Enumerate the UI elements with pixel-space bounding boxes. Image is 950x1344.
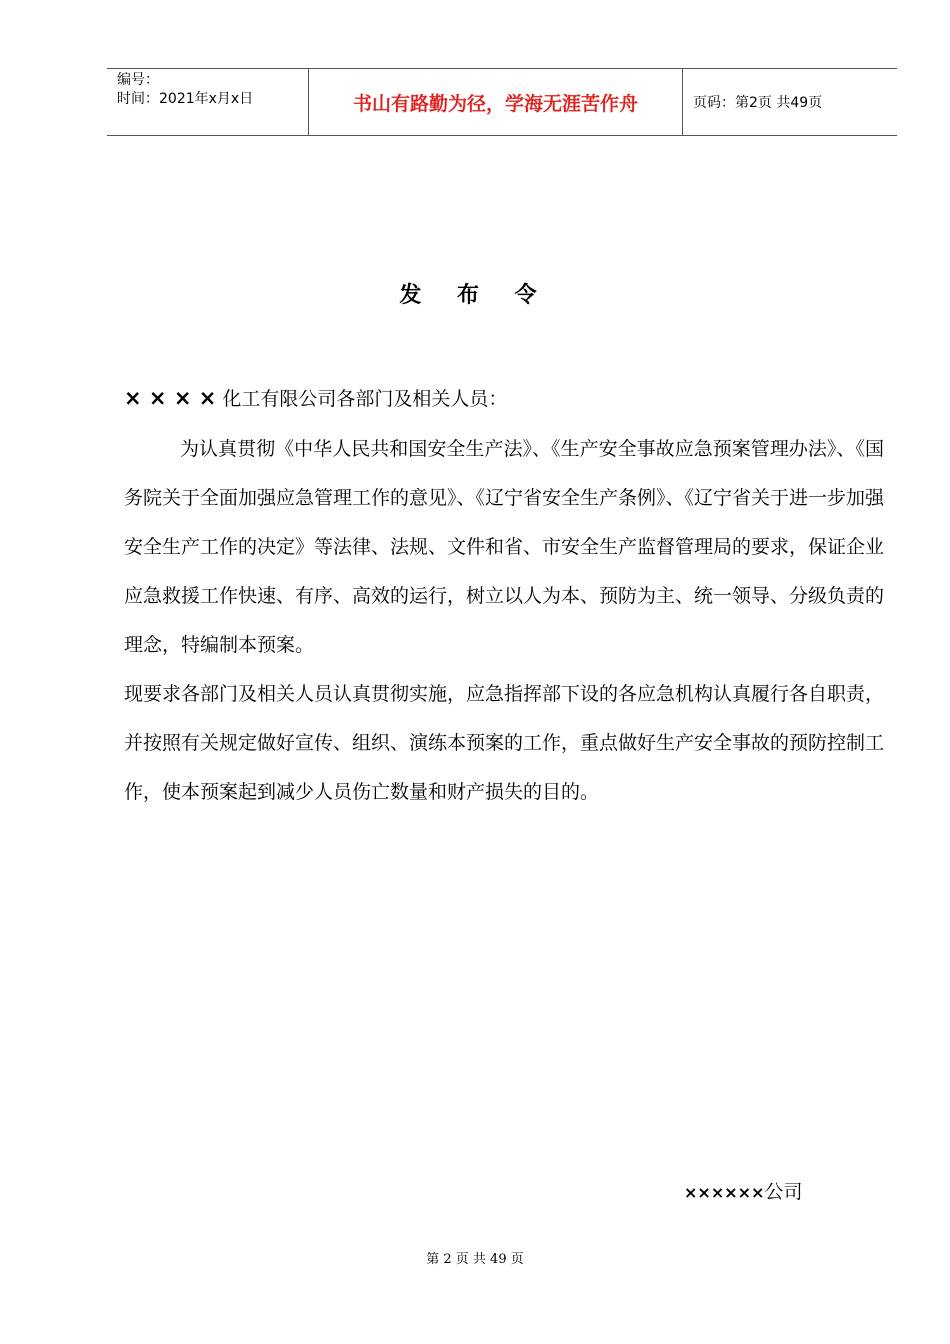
paragraph-2: 现要求各部门及相关人员认真贯彻实施，应急指挥部下设的各应急机构认真履行各自职责，并按照有关规定做好宣传、组织、演练本预案的工作，重点做好生产安全事故的预防控制工作，使本预案起到减少人员伤亡数量和财产损失的目的。 bbox=[124, 683, 885, 803]
page-header bbox=[107, 68, 897, 136]
paragraph-1: 为认真贯彻《中华人民共和国安全生产法》、《生产安全事故应急预案管理办法》、《国务院关于全面加强应急管理工作的意见》、《辽宁省安全生产条例》、《辽宁省关于进一步加强安全生产工作的决定》等法律、法规、文件和省、市安全生产监督管理局的要求，保证企业应急救援工作快速、有序、高效的运行，树立以人为本、预防为主、统一领导、分级负责的理念，特编制本预案。 bbox=[124, 438, 885, 656]
number-label: 编号： bbox=[117, 72, 159, 88]
signature-marks: ×××××× bbox=[684, 1183, 765, 1202]
time-label: 时间：2021年x月x日 bbox=[117, 91, 254, 107]
signature bbox=[684, 1177, 802, 1204]
signature-text: 公司 bbox=[764, 1181, 803, 1203]
header-page-info: 页码：第2页 共49页 bbox=[693, 95, 823, 111]
salutation-text: 化工有限公司各部门及相关人员： bbox=[222, 388, 508, 410]
document-title: 发 布 令 bbox=[399, 282, 551, 308]
page-footer: 第 2 页 共 49 页 bbox=[426, 1252, 524, 1267]
header-motto: 书山有路勤为径，学海无涯苦作舟 bbox=[309, 69, 683, 135]
salutation bbox=[124, 378, 884, 419]
document-body bbox=[124, 378, 884, 817]
header-left-cell bbox=[107, 69, 309, 135]
salutation-marks: × × × × bbox=[124, 386, 217, 410]
